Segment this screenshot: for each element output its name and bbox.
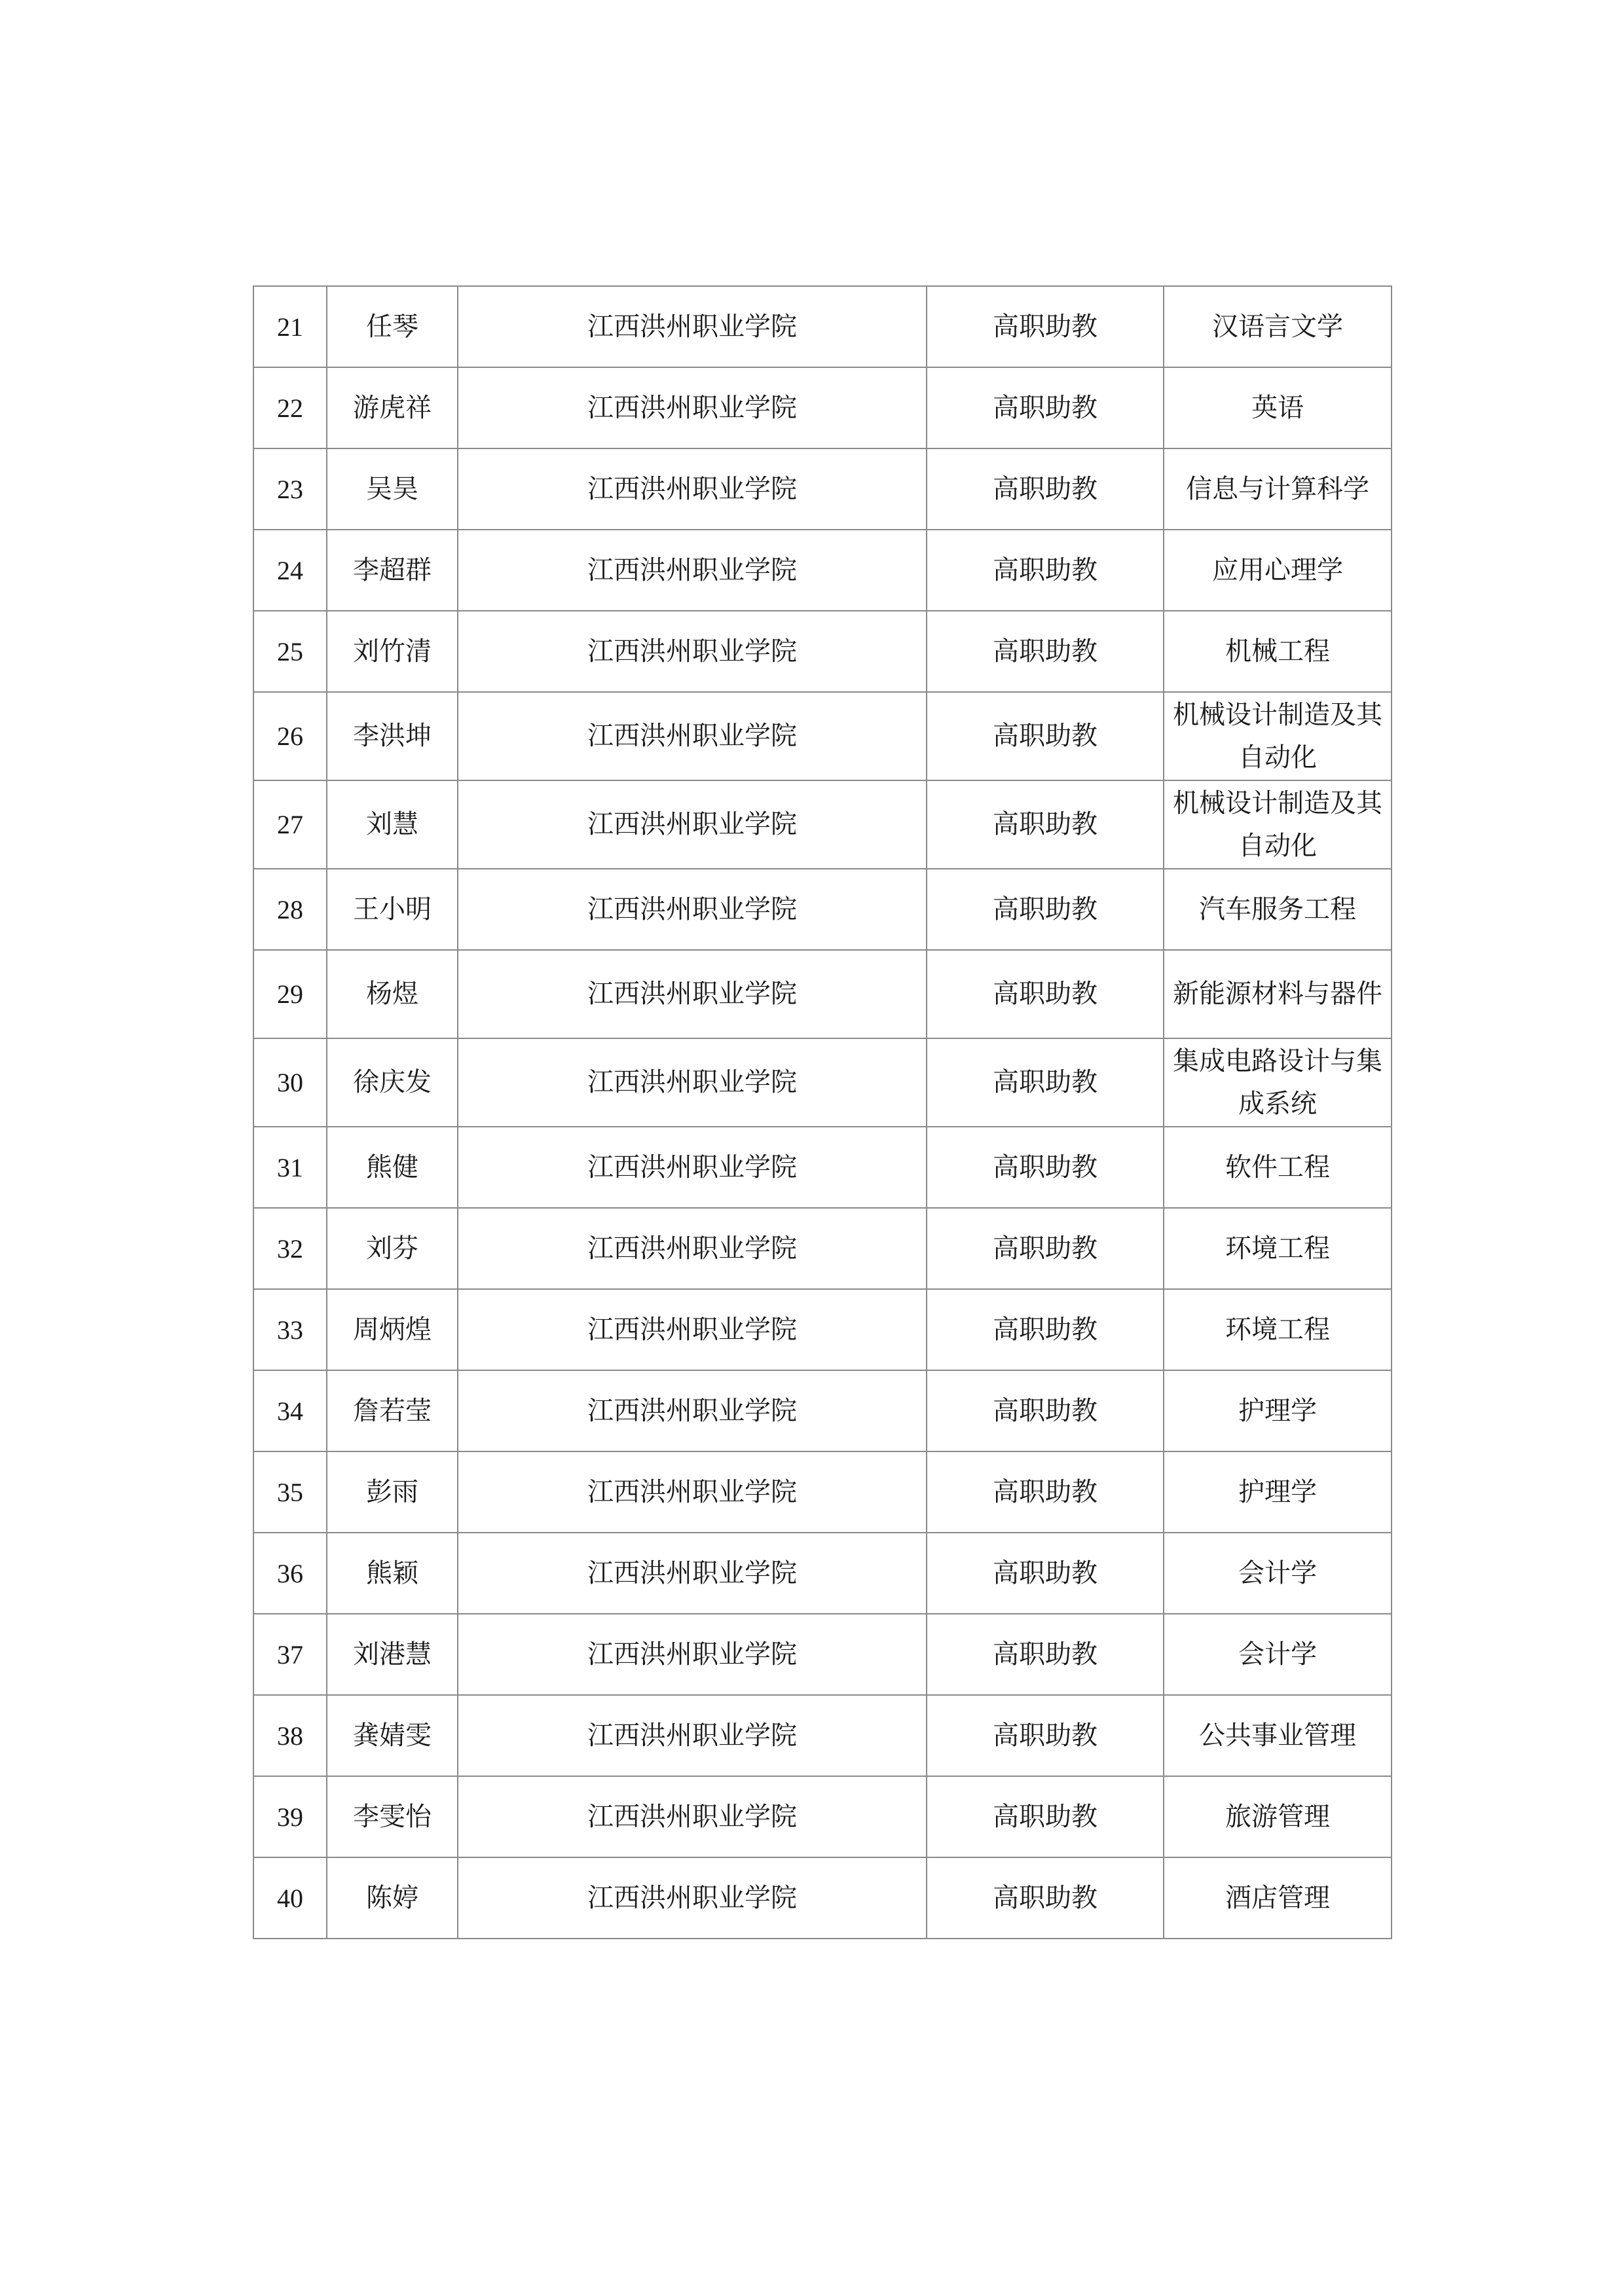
table-row (253, 1857, 1392, 1939)
cell-name: 周炳煌 (327, 1289, 458, 1370)
cell-title: 高职助教 (927, 1038, 1164, 1127)
cell-number: 32 (253, 1208, 327, 1289)
table-row (253, 1370, 1392, 1451)
cell-title: 高职助教 (927, 869, 1164, 950)
cell-title: 高职助教 (927, 1127, 1164, 1208)
cell-title: 高职助教 (927, 611, 1164, 692)
cell-title: 高职助教 (927, 780, 1164, 869)
roster-table (253, 285, 1392, 1939)
table-row (253, 286, 1392, 367)
table-row (253, 1289, 1392, 1370)
table-row (253, 367, 1392, 448)
cell-name: 王小明 (327, 869, 458, 950)
cell-title: 高职助教 (927, 1695, 1164, 1776)
cell-number: 29 (253, 950, 327, 1038)
cell-school: 江西洪州职业学院 (458, 530, 927, 611)
cell-number: 21 (253, 286, 327, 367)
table-row (253, 1695, 1392, 1776)
cell-major: 汉语言文学 (1164, 286, 1392, 367)
table-row (253, 1533, 1392, 1614)
cell-number: 40 (253, 1857, 327, 1939)
cell-major: 软件工程 (1164, 1127, 1392, 1208)
table-row (253, 530, 1392, 611)
cell-name: 龚婧雯 (327, 1695, 458, 1776)
table-row (253, 692, 1392, 780)
cell-name: 熊颖 (327, 1533, 458, 1614)
cell-major: 英语 (1164, 367, 1392, 448)
cell-number: 24 (253, 530, 327, 611)
cell-school: 江西洪州职业学院 (458, 286, 927, 367)
cell-major: 护理学 (1164, 1451, 1392, 1533)
cell-major: 会计学 (1164, 1533, 1392, 1614)
cell-name: 陈婷 (327, 1857, 458, 1939)
cell-title: 高职助教 (927, 448, 1164, 530)
cell-title: 高职助教 (927, 1857, 1164, 1939)
table-row (253, 780, 1392, 869)
cell-name: 詹若莹 (327, 1370, 458, 1451)
cell-number: 37 (253, 1614, 327, 1695)
cell-school: 江西洪州职业学院 (458, 1127, 927, 1208)
cell-title: 高职助教 (927, 1533, 1164, 1614)
table-row (253, 1451, 1392, 1533)
cell-school: 江西洪州职业学院 (458, 611, 927, 692)
cell-name: 李超群 (327, 530, 458, 611)
cell-school: 江西洪州职业学院 (458, 448, 927, 530)
cell-title: 高职助教 (927, 1289, 1164, 1370)
cell-major: 机械工程 (1164, 611, 1392, 692)
cell-major: 汽车服务工程 (1164, 869, 1392, 950)
cell-school: 江西洪州职业学院 (458, 1451, 927, 1533)
cell-name: 李雯怡 (327, 1776, 458, 1857)
cell-number: 34 (253, 1370, 327, 1451)
cell-title: 高职助教 (927, 1776, 1164, 1857)
cell-school: 江西洪州职业学院 (458, 692, 927, 780)
cell-major: 机械设计制造及其自动化 (1164, 692, 1392, 780)
cell-name: 徐庆发 (327, 1038, 458, 1127)
cell-number: 31 (253, 1127, 327, 1208)
cell-name: 刘港慧 (327, 1614, 458, 1695)
cell-name: 刘竹清 (327, 611, 458, 692)
cell-name: 刘慧 (327, 780, 458, 869)
cell-school: 江西洪州职业学院 (458, 1038, 927, 1127)
cell-major: 机械设计制造及其自动化 (1164, 780, 1392, 869)
cell-name: 杨煜 (327, 950, 458, 1038)
cell-school: 江西洪州职业学院 (458, 1614, 927, 1695)
cell-title: 高职助教 (927, 1370, 1164, 1451)
cell-title: 高职助教 (927, 1451, 1164, 1533)
table-row (253, 950, 1392, 1038)
cell-major: 旅游管理 (1164, 1776, 1392, 1857)
table-row (253, 1127, 1392, 1208)
cell-name: 彭雨 (327, 1451, 458, 1533)
cell-major: 护理学 (1164, 1370, 1392, 1451)
cell-school: 江西洪州职业学院 (458, 1857, 927, 1939)
cell-number: 28 (253, 869, 327, 950)
cell-title: 高职助教 (927, 1208, 1164, 1289)
table-row (253, 1038, 1392, 1127)
cell-major: 新能源材料与器件 (1164, 950, 1392, 1038)
cell-number: 35 (253, 1451, 327, 1533)
cell-name: 游虎祥 (327, 367, 458, 448)
roster-table-container (253, 285, 1391, 1939)
cell-major: 公共事业管理 (1164, 1695, 1392, 1776)
cell-number: 33 (253, 1289, 327, 1370)
cell-school: 江西洪州职业学院 (458, 1776, 927, 1857)
cell-title: 高职助教 (927, 950, 1164, 1038)
cell-number: 39 (253, 1776, 327, 1857)
cell-school: 江西洪州职业学院 (458, 1370, 927, 1451)
cell-number: 26 (253, 692, 327, 780)
cell-number: 30 (253, 1038, 327, 1127)
cell-school: 江西洪州职业学院 (458, 1695, 927, 1776)
cell-title: 高职助教 (927, 1614, 1164, 1695)
cell-name: 熊健 (327, 1127, 458, 1208)
table-row (253, 448, 1392, 530)
table-row (253, 1208, 1392, 1289)
table-row (253, 869, 1392, 950)
table-row (253, 1614, 1392, 1695)
cell-number: 22 (253, 367, 327, 448)
cell-title: 高职助教 (927, 286, 1164, 367)
cell-number: 27 (253, 780, 327, 869)
cell-name: 吴昊 (327, 448, 458, 530)
cell-major: 会计学 (1164, 1614, 1392, 1695)
cell-number: 23 (253, 448, 327, 530)
cell-title: 高职助教 (927, 530, 1164, 611)
cell-number: 38 (253, 1695, 327, 1776)
cell-major: 集成电路设计与集成系统 (1164, 1038, 1392, 1127)
cell-name: 刘芬 (327, 1208, 458, 1289)
table-row (253, 611, 1392, 692)
cell-title: 高职助教 (927, 367, 1164, 448)
cell-major: 环境工程 (1164, 1208, 1392, 1289)
cell-school: 江西洪州职业学院 (458, 1533, 927, 1614)
cell-name: 李洪坤 (327, 692, 458, 780)
table-row (253, 1776, 1392, 1857)
cell-number: 36 (253, 1533, 327, 1614)
cell-name: 任琴 (327, 286, 458, 367)
cell-school: 江西洪州职业学院 (458, 367, 927, 448)
cell-number: 25 (253, 611, 327, 692)
cell-major: 酒店管理 (1164, 1857, 1392, 1939)
cell-school: 江西洪州职业学院 (458, 950, 927, 1038)
cell-school: 江西洪州职业学院 (458, 1208, 927, 1289)
cell-major: 环境工程 (1164, 1289, 1392, 1370)
cell-school: 江西洪州职业学院 (458, 1289, 927, 1370)
cell-school: 江西洪州职业学院 (458, 869, 927, 950)
cell-major: 应用心理学 (1164, 530, 1392, 611)
cell-school: 江西洪州职业学院 (458, 780, 927, 869)
cell-major: 信息与计算科学 (1164, 448, 1392, 530)
cell-title: 高职助教 (927, 692, 1164, 780)
